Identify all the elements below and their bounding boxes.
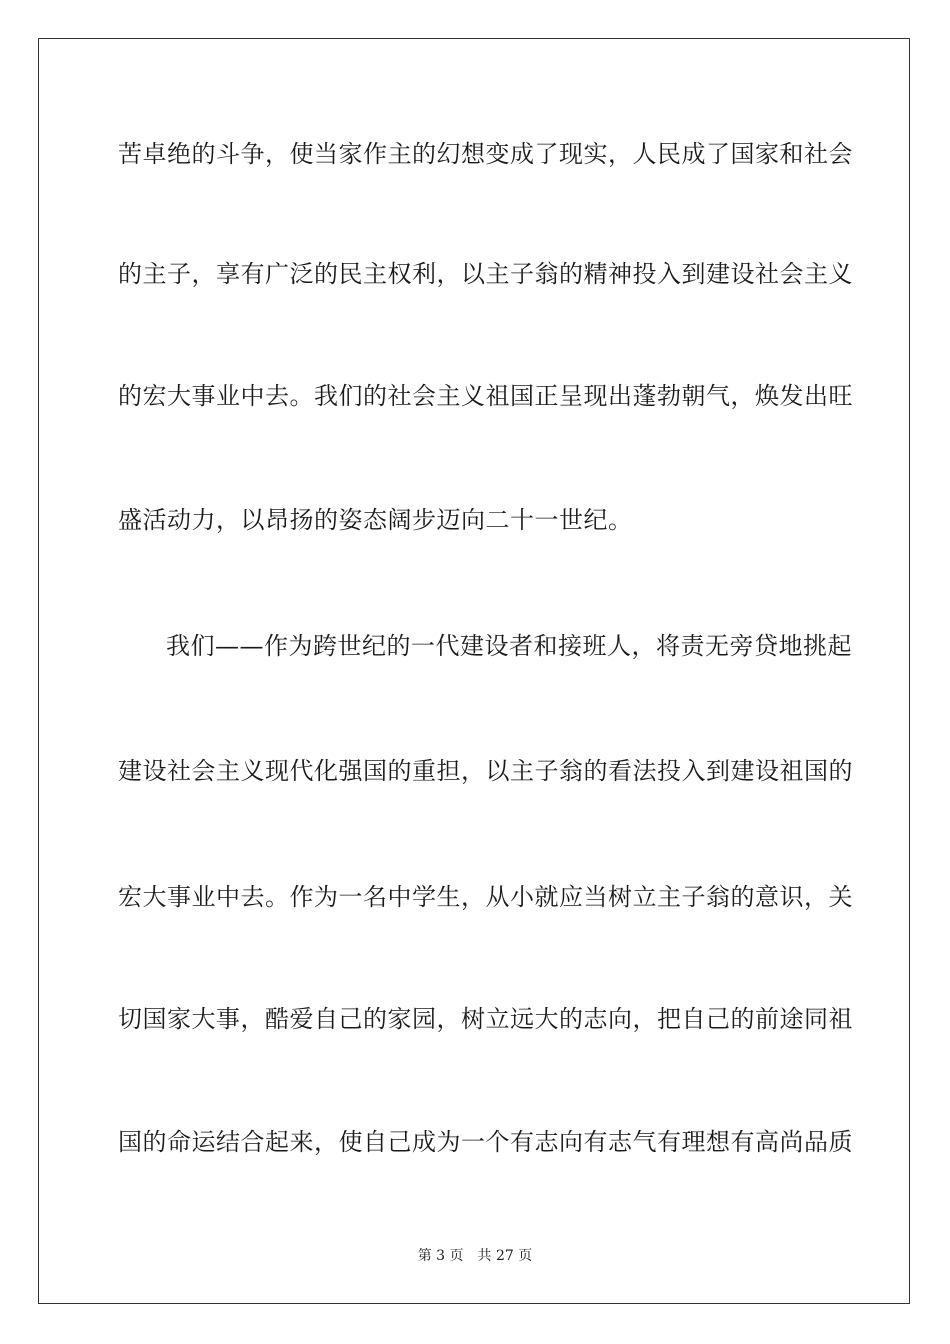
- text-line-9: 国的命运结合起来，使自己成为一个有志向有志气有理想有高尚品质: [118, 1128, 853, 1156]
- text-line-1: 苦卓绝的斗争，使当家作主的幻想变成了现实，人民成了国家和社会: [118, 140, 853, 168]
- text-line-8: 切国家大事，酷爱自己的家园，树立远大的志向，把自己的前途同祖: [118, 1005, 853, 1033]
- text-line-3: 的宏大事业中去。我们的社会主义祖国正呈现出蓬勃朝气，焕发出旺: [118, 382, 853, 410]
- page-number-footer: 第 3 页 共 27 页: [417, 1248, 533, 1264]
- text-line-5: 我们——作为跨世纪的一代建设者和接班人，将责无旁贷地挑起: [166, 632, 852, 660]
- text-line-4: 盛活动力，以昂扬的姿态阔步迈向二十一世纪。: [118, 506, 633, 534]
- text-line-7: 宏大事业中去。作为一名中学生，从小就应当树立主子翁的意识，关: [118, 883, 853, 911]
- page-border: [38, 38, 910, 1304]
- text-line-6: 建设社会主义现代化强国的重担，以主子翁的看法投入到建设祖国的: [118, 757, 853, 785]
- text-line-2: 的主子，享有广泛的民主权利，以主子翁的精神投入到建设社会主义: [118, 260, 853, 288]
